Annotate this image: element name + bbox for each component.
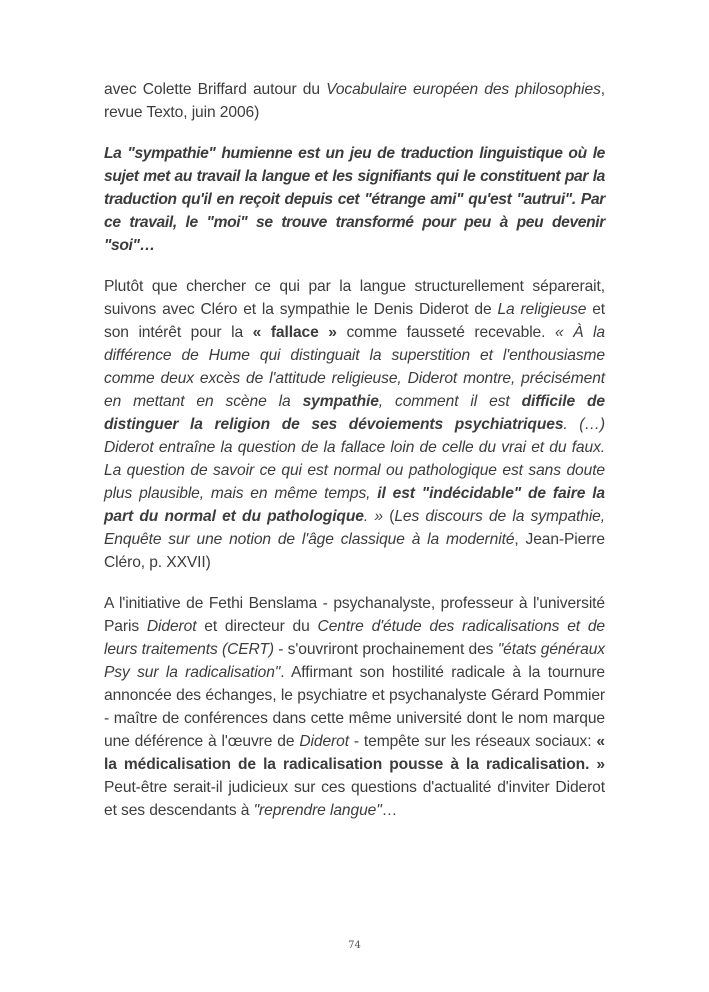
bold-term: sympathie xyxy=(302,393,379,410)
event-name: "états généraux Psy sur la radicalisation" xyxy=(104,641,605,681)
page-number: 74 xyxy=(348,940,361,951)
text-run: Plutôt que chercher ce qui par la langue structurellement séparerait, suivons avec Cléro et la sympathie le Denis Diderot de xyxy=(104,278,605,318)
bold-quote: « la médicalisation de la radicalisation pousse à la radicalisation. » xyxy=(104,733,605,773)
text-run: et directeur du xyxy=(196,618,318,635)
text-run: et son intérêt pour la xyxy=(104,301,606,341)
text-run: - s'ouvriront prochainement des xyxy=(273,641,498,658)
text-run: comme fausseté recevable. xyxy=(336,324,555,341)
book-title: Vocabulaire européen des philosophies xyxy=(326,81,601,98)
bold-phrase: difficile de distinguer la religion de ses dévoiements psychiatriques xyxy=(104,393,606,433)
book-title: Les discours de la sympathie, Enquête sur une notion de l'âge classique à la modernité xyxy=(104,508,605,548)
institution-name: Centre d'étude des radicalisations et de leurs traitements (CERT) xyxy=(104,618,605,658)
text-run: … xyxy=(381,802,398,819)
text-run: , revue Texto, juin 2006) xyxy=(104,81,606,121)
bold-term: « fallace » xyxy=(252,324,337,341)
text-run: , Jean-Pierre Cléro, p. XXVII) xyxy=(104,531,605,571)
quote-run: , comment il est xyxy=(378,393,522,410)
text-run: ( xyxy=(382,508,395,525)
bold-phrase: il est "indécidable" de faire la part du normal et du pathologique xyxy=(104,485,605,525)
italic-phrase: "reprendre langue" xyxy=(253,802,382,819)
quote-run: « À la différence de Hume qui distinguait la superstition et l'enthousiasme comme deux excès de l'attitude religieuse, Diderot montre, précisément en mettant en scène la xyxy=(104,324,605,410)
text-run: . Affirmant son hostilité radicale à la tournure annoncée des échanges, le psychiatre et psychanalyste Gérard Pommier - maître de conférences dans cette même université dont le nom marque une déférence à l'œuvre de xyxy=(104,664,605,750)
paragraph-diderot-sympathie xyxy=(104,275,605,574)
text-run: Peut-être serait-il judicieux sur ces questions d'actualité d'inviter Diderot et ses descendants à xyxy=(104,779,605,819)
paragraph-summary: La "sympathie" humienne est un jeu de traduction linguistique où le sujet met au travail la langue et les signifiants qui le constituent par la traduction qu'il en reçoit depuis cet "étrange ami" qu'est "autrui". Par ce travail, le "moi" se trouve transformé pour peu à peu devenir "soi"… xyxy=(104,145,605,254)
text-run: - tempête sur les réseaux sociaux: xyxy=(348,733,597,750)
text-run: A l'initiative de Fethi Benslama - psychanalyste, professeur à l'université Paris xyxy=(104,595,605,635)
page-body xyxy=(104,78,605,822)
italic-name: Diderot xyxy=(299,733,349,750)
italic-name: Diderot xyxy=(146,618,197,635)
text-run: avec Colette Briffard autour du xyxy=(104,81,327,98)
quote-run: . » xyxy=(363,508,383,525)
book-title: La religieuse xyxy=(497,301,587,318)
paragraph-radicalisation xyxy=(104,592,605,822)
quote-run: . (…) Diderot entraîne la question de la fallace loin de celle du vrai et du faux. La question de savoir ce qui est normal ou pathologique est sans doute plus plausible, mais en même temps, xyxy=(104,416,605,502)
paragraph-citation-end xyxy=(104,78,605,124)
